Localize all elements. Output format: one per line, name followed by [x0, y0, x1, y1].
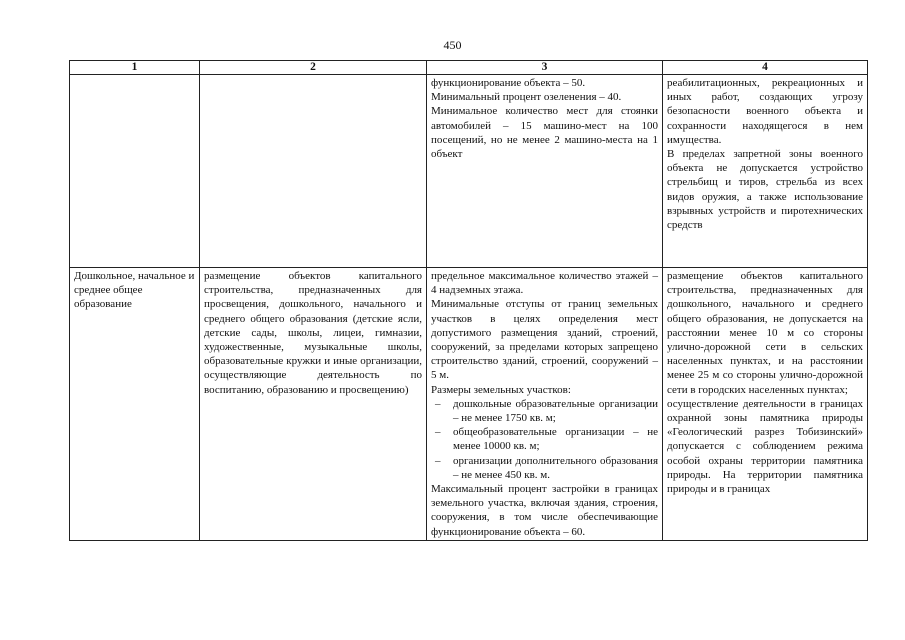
row1-param-line: Минимальное количество мест для стоянки автомобилей – 15 машино-мест на 100 посещений, но не менее 2 машино-места на 1 объект: [431, 105, 658, 161]
column-header-1: 1: [70, 61, 200, 75]
row1-param-line: функционирование объекта – 50.: [431, 77, 586, 89]
list-item: – общеобразовательные организации – не менее 10000 кв. м;: [431, 425, 658, 453]
table-row: [70, 268, 868, 541]
row2-restrictions-cell: [663, 268, 868, 541]
row1-col1: [70, 75, 200, 268]
zoning-table: [69, 60, 868, 541]
row1-parameters-cell: [427, 75, 663, 268]
row2-param-line: предельное максимальное количество этажей – 4 надземных этажа.: [431, 270, 658, 297]
column-header-2: 2: [200, 61, 427, 75]
page-number: 450: [443, 38, 462, 52]
row2-restriction-text: осуществление деятельности в границах охранной зоны памятника природы «Геологический разрез Тобизинский» допускается с соблюдением режима особой охраны территории памятника природы. На территории памятника природы и в границах: [667, 397, 863, 496]
row2-restriction-text: размещение объектов капитального строительства, предназначенных для дошкольного, начального и среднего общего образования, не допускается на расстоянии менее 10 м со стороны улично-дорожной сети в сельских населенных пунктах, и на расстоянии менее 25 м со стороны улично-дорожной сети в городских населенных пунктах;: [667, 270, 863, 396]
row2-parameters-cell: [427, 268, 663, 541]
list-item: – дошкольные образовательные организации – не менее 1750 кв. м;: [431, 397, 658, 425]
row2-param-line: Минимальные отступы от границ земельных участков в целях определения мест допустимого размещения зданий, строений, сооружений, за пределами которых запрещено строительство зданий, строений, сооружений – 5 м.: [431, 298, 658, 382]
row1-restriction-text: В пределах запретной зоны военного объекта не допускается устройство стрельбищ и тиров, стрельба из всех видов оружия, а также использование взрывных устройств и пиротехнических средств: [667, 148, 863, 232]
table-header-row: [70, 61, 868, 75]
row2-param-line: Размеры земельных участков:: [431, 383, 571, 396]
list-item: – организации дополнительного образования – не менее 450 кв. м.: [431, 454, 658, 482]
column-header-3: 3: [427, 61, 663, 75]
plot-size-list: [431, 397, 658, 482]
column-header-4: 4: [663, 61, 868, 75]
permitted-use-name: Дошкольное, начальное и среднее общее образование: [70, 268, 200, 541]
row1-col2: [200, 75, 427, 268]
permitted-use-description: размещение объектов капитального строительства, предназначенных для просвещения, дошкольного, начального и среднего общего образования (детские ясли, детские сады, школы, лицеи, гимназии, художественные, музыкальные школы, образовательные кружки и иные организации, осуществляющие деятельность по воспитанию, образованию и просвещению): [200, 268, 427, 541]
table-row: [70, 75, 868, 268]
row1-restrictions-cell: [663, 75, 868, 268]
row1-param-line: Минимальный процент озеленения – 40.: [431, 91, 622, 104]
row2-param-line: Максимальный процент застройки в границах земельного участка, включая здания, строения, сооружения, в том числе обеспечивающие функционирование объекта – 60.: [431, 483, 658, 538]
row1-restriction-text: реабилитационных, рекреационных и иных работ, создающих угрозу безопасности военного объекта и сохранности находящегося в нем имущества.: [667, 77, 863, 146]
